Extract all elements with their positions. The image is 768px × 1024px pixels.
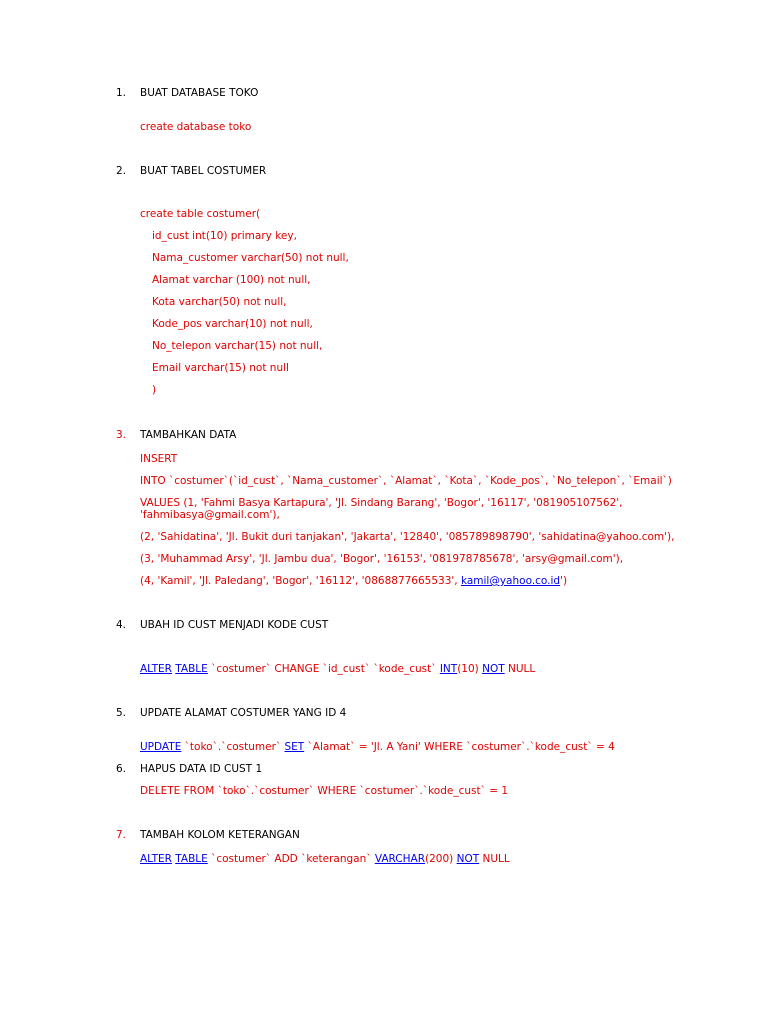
alter-keyword-link[interactable]: ALTER — [140, 853, 172, 865]
column-def-line: Kode_pos varchar(10) not null, — [152, 318, 313, 330]
delete-line: DELETE FROM `toko`.`costumer` WHERE `costumer`.`kode_cust` = 1 — [140, 785, 509, 797]
sql-text: `costumer` CHANGE `id_cust` `kode_cust` — [207, 663, 440, 675]
step-7-number: 7. — [116, 829, 127, 841]
values-line: 'fahmibasya@gmail.com'), — [140, 509, 280, 521]
table-keyword-link[interactable]: TABLE — [175, 853, 208, 865]
int-keyword-link[interactable]: INT — [439, 663, 458, 675]
step-5-title: UPDATE ALAMAT COSTUMER YANG ID 4 — [140, 707, 347, 719]
alter-add-line — [140, 852, 510, 866]
step-2-title: BUAT TABEL COSTUMER — [140, 165, 267, 177]
column-def-line: No_telepon varchar(15) not null, — [152, 340, 323, 352]
step-6-title: HAPUS DATA ID CUST 1 — [140, 763, 263, 775]
step-1-code: create database toko — [140, 121, 252, 133]
step-6-number: 6. — [116, 763, 127, 775]
step-1-number: 1. — [116, 87, 127, 99]
column-def-line: Email varchar(15) not null — [152, 362, 289, 374]
column-def-line: Alamat varchar (100) not null, — [152, 274, 311, 286]
step-5-number: 5. — [116, 707, 127, 719]
step-4-title: UBAH ID CUST MENJADI KODE CUST — [140, 619, 329, 631]
email-link[interactable]: kamil@yahoo.co.id — [460, 575, 561, 587]
step-3-title: TAMBAHKAN DATA — [140, 429, 237, 441]
sql-text: (10) — [457, 663, 483, 675]
column-def-line: id_cust int(10) primary key, — [152, 230, 297, 242]
sql-text: NULL — [504, 663, 536, 675]
table-keyword-link[interactable]: TABLE — [175, 663, 208, 675]
not-keyword-link[interactable]: NOT — [482, 663, 505, 675]
create-table-line: create table costumer( — [140, 208, 261, 220]
sql-text: (200) — [425, 853, 457, 865]
step-7-title: TAMBAH KOLOM KETERANGAN — [140, 829, 300, 841]
sql-text: NULL — [479, 853, 510, 865]
values-text: (4, 'Kamil', 'Jl. Paledang', 'Bogor', '16112', '0868877665533', — [140, 575, 461, 587]
varchar-keyword-link[interactable]: VARCHAR — [374, 853, 426, 865]
alter-keyword-link[interactable]: ALTER — [140, 663, 172, 675]
step-3-number: 3. — [116, 429, 127, 441]
update-line — [140, 740, 615, 754]
column-def-line: Kota varchar(50) not null, — [152, 296, 287, 308]
alter-change-line — [140, 662, 535, 676]
sql-text: `Alamat` = 'Jl. A Yani' WHERE `costumer`.`kode_cust` = 4 — [304, 741, 615, 753]
insert-into-line: INTO `costumer`(`id_cust`, `Nama_customer`, `Alamat`, `Kota`, `Kode_pos`, `No_telepon`, `Email`) — [140, 475, 672, 487]
step-1-title: BUAT DATABASE TOKO — [140, 87, 259, 99]
sql-text: `toko`.`costumer` — [181, 741, 285, 753]
values-line-last — [140, 574, 567, 588]
column-def-line: Nama_customer varchar(50) not null, — [152, 252, 349, 264]
values-text: ') — [560, 575, 568, 587]
values-line: VALUES (1, 'Fahmi Basya Kartapura', 'Jl. Sindang Barang', 'Bogor', '16117', '081905107562', — [140, 497, 623, 509]
values-line: (2, 'Sahidatina', 'Jl. Bukit duri tanjakan', 'Jakarta', '12840', '085789898790', 'sahidatina@yahoo.com'), — [140, 531, 675, 543]
sql-text: `costumer` ADD `keterangan` — [207, 853, 375, 865]
update-keyword-link[interactable]: UPDATE — [140, 741, 182, 753]
step-4-number: 4. — [116, 619, 127, 631]
closing-paren-line: ) — [152, 384, 157, 396]
not-keyword-link[interactable]: NOT — [456, 853, 480, 865]
values-line: (3, 'Muhammad Arsy', 'Jl. Jambu dua', 'Bogor', '16153', '081978785678', 'arsy@gmail.com'), — [140, 553, 624, 565]
step-2-number: 2. — [116, 165, 127, 177]
set-keyword-link[interactable]: SET — [284, 741, 305, 753]
insert-line: INSERT — [140, 453, 178, 465]
